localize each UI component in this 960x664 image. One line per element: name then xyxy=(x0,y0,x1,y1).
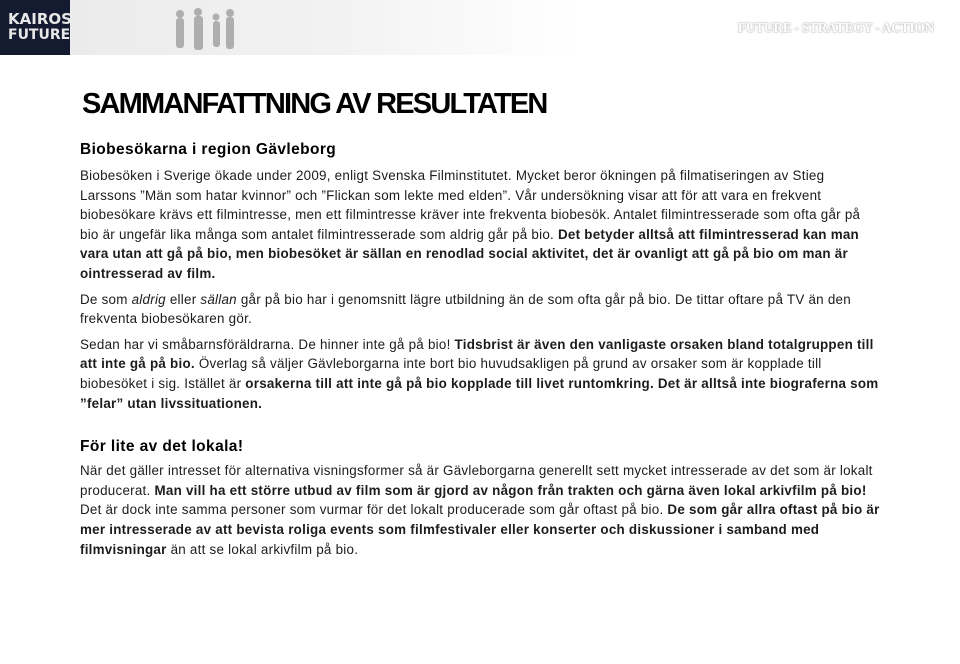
header-tagline: FUTURE - STRATEGY - ACTION xyxy=(737,20,934,35)
paragraph xyxy=(80,461,880,559)
emphasis-text: Tidsbrist är även den vanligaste orsaken bland totalgruppen till att inte gå på bio. xyxy=(80,336,874,372)
body-text: Det är dock inte samma personer som vurmar för det lokalt producerade som går oftast på bio. xyxy=(80,502,668,518)
kairos-future-logo xyxy=(0,0,70,55)
body-text: Biobesöken i Sverige ökade under 2009, enligt Svenska Filminstitutet. Mycket beror ökningen på filmatiseringen av Stieg Larssons ”Män som hatar kvinnor” och ”Flickan som lekte med elden”. Vår undersökning visar att för att vara en frekvent biobesökare krävs ett filmintresse, men ett filmintresse kräver inte frekventa biobesök. Antalet filmintresserade som ofta går på bio är ungefär lika många som antalet filmintresserade som aldrig går på bio. xyxy=(80,168,861,242)
emphasis-text: Det betyder alltså att filmintresserad kan man vara utan att gå på bio, men biobesöket är sällan en renodlad social aktivitet, det är ovanligt att gå på bio om man är ointresserad av film. xyxy=(80,226,859,281)
paragraph xyxy=(80,290,880,329)
body-text: eller xyxy=(165,291,201,307)
emphasis-text: Man vill ha ett större utbud av film som är gjord av någon från trakten och gärna även lokal arkivfilm på bio! xyxy=(154,482,867,498)
section-heading-lokala: För lite av det lokala! xyxy=(80,438,244,456)
emphasis-text: orsakerna till att inte gå på bio kopplade till livet runtomkring. Det är alltså inte biograferna som ”felar” utan livssituationen. xyxy=(80,375,879,411)
section-heading-biobesokarna: Biobesökarna i region Gävleborg xyxy=(80,141,337,158)
body-text: När det gäller intresset för alternativa visningsformer så är Gävleborgarna generellt sett mycket intresserade av det som är lokalt producerat. xyxy=(80,463,873,498)
emphasis-text: De som går allra oftast på bio är mer intresserade av att bevista roliga events som filmfestivaler eller konserter och diskussioner i samband med filmvisningar xyxy=(80,502,880,557)
logo-text-line2: FUTURE xyxy=(8,27,71,43)
body-text: går på bio har i genomsnitt lägre utbildning än de som ofta går på bio. De tittar oftare på TV än den frekventa biobesökaren gör. xyxy=(80,291,851,327)
body-text: aldrig xyxy=(131,291,166,307)
body-text: sällan xyxy=(200,291,237,307)
logo-text-line1: KAIROS xyxy=(8,10,72,28)
paragraph xyxy=(80,166,880,284)
page-title: SAMMANFATTNING AV RESULTATEN xyxy=(82,88,547,120)
body-text: än att se lokal arkivfilm på bio. xyxy=(166,541,359,557)
paragraph xyxy=(80,335,880,413)
body-text: Sedan har vi småbarnsföräldrarna. De hinner inte gå på bio! xyxy=(80,336,455,352)
people-silhouettes-image xyxy=(150,0,270,55)
body-text: De som xyxy=(80,291,132,307)
body-text: Överlag så väljer Gävleborgarna inte bort bio huvudsakligen på grund av orsaker som är kopplade till biobesöket i sig. Istället är xyxy=(80,356,822,391)
header-bar xyxy=(0,0,960,55)
report-body xyxy=(80,140,880,559)
